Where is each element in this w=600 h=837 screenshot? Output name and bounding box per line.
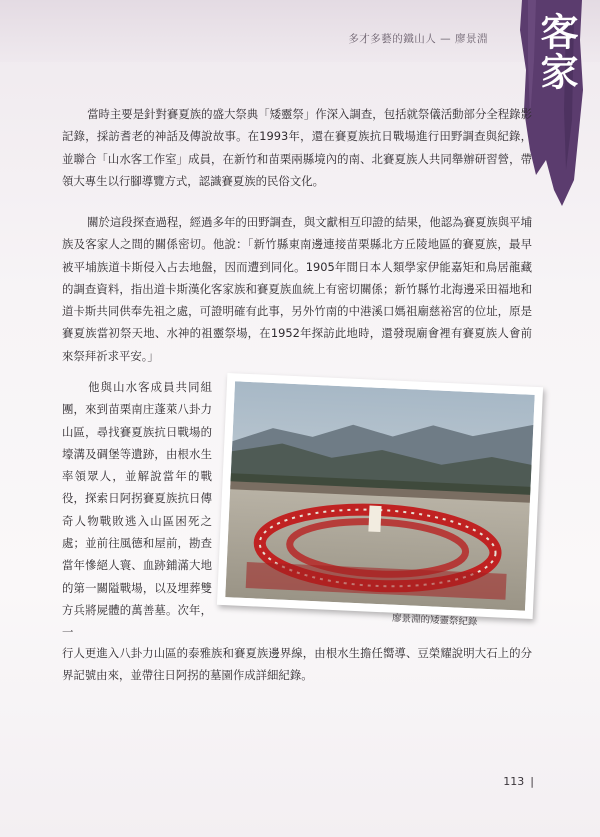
paragraph-2: 關於這段探查過程，經過多年的田野調查，與文獻相互印證的結果，他認為賽夏族與平埔族及客家人之間的關係密切。他說：「新竹縣東南邊連接苗栗縣北方丘陵地區的賽夏族，最早被平埔族道卡斯侵入占去地盤，因而遭到同化。1905年間日本人類學家伊能嘉矩和鳥居龍藏的調查資料，指出道卡斯漢化客家族和賽夏族血統上有密切關係；新竹縣竹北海邊采田福地和道卡斯共同供奉先祖之處，可證明確有此事，另外竹南的中港溪口媽祖廟慈裕宮的位址，原是賽夏族當初祭天地、水神的祖靈祭場，在1952年探訪此地時，還發現廟會裡有賽夏族人會前來祭拜祈求平安。」 [62, 215, 532, 363]
paragraph-3-tail: 行人更進入八卦力山區的泰雅族和賽夏族邊界線，由根水生擔任嚮導、豆榮耀說明大石上的分界記號由來，並帶往日阿拐的墓園作成詳細紀錄。 [62, 646, 532, 683]
page-number-value: 113 [503, 775, 525, 788]
ceremony-photo [217, 373, 543, 619]
page-number-rule-icon: | [530, 775, 534, 788]
section-title: 客家 [534, 12, 579, 92]
photo-caption: 廖景淵的矮靈祭紀錄 [391, 613, 478, 628]
paragraph-3-wrapped [62, 376, 212, 644]
page-number [503, 775, 534, 788]
paragraph-1: 當時主要是針對賽夏族的盛大祭典「矮靈祭」作深入調查，包括就祭儀活動部分全程錄影記錄，採訪耆老的神話及傳說故事。在1993年，還在賽夏族抗日戰場進行田野調查與紀錄，並聯合「山水客工作室」成員，在新竹和苗栗兩縣境內的南、北賽夏族人共同舉辦研習營，帶領大專生以行腳導覽方式，認識賽夏族的民俗文化。 [62, 107, 532, 188]
running-head: 多才多藝的鐵山人 — 廖景淵 [348, 33, 488, 45]
paragraph-3-wrapped-text: 他與山水客成員共同組團，來到苗栗南庄蓬萊八卦力山區，尋找賽夏族抗日戰場的壕溝及碉堡等遺跡，由根水生率領眾人，並解說當年的戰役，探索日阿拐賽夏族抗日傳奇人物戰敗逃入山區困死之處；並前往風德和屋前，勘查當年慘絕人寰、血跡鋪滿大地的第一關隘戰場，以及埋葬雙方兵將屍體的萬善墓。次年，一 [62, 380, 212, 640]
ceremony-photo-image [225, 381, 534, 610]
header-band [0, 0, 600, 62]
